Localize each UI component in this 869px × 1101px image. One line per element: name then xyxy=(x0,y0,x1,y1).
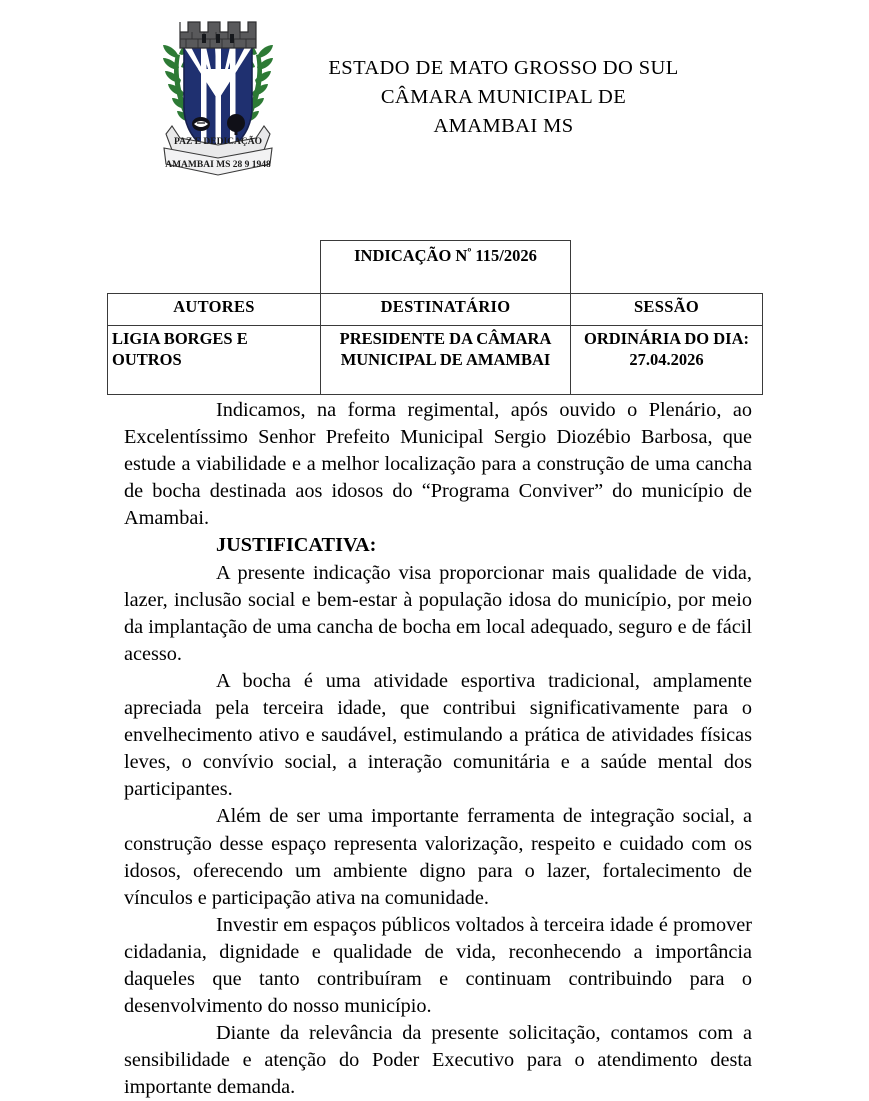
city-date-text: AMAMBAI MS 28 9 1948 xyxy=(165,160,271,170)
header-line-chamber: CÂMARA MUNICIPAL DE xyxy=(380,86,627,109)
paragraph-bocha-atividade: A bocha é uma atividade esportiva tradicional, amplamente apreciada pela terceira idade, que contribui significativamente para o envelhecimento ativo e saudável, estimulando a prática de atividades físicas leves, o convívio social, a interação comunitária e a saúde mental dos participantes. xyxy=(124,669,752,801)
paragraph-investir-espacos: Investir em espaços públicos voltados à terceira idade é promover cidadania, dignidade e qualidade de vida, reconhecendo a importância daqueles que tanto contribuíram e continuam contribuindo para o desenvolvimento do nosso município. xyxy=(124,913,752,1018)
header-title-block xyxy=(278,14,869,141)
coat-of-arms-container xyxy=(158,14,278,186)
cell-autores-value: LIGIA BORGES E OUTROS xyxy=(108,326,321,395)
paragraph-indicamos: Indicamos, na forma regimental, após ouvido o Plenário, ao Excelentíssimo Senhor Prefeito Municipal Sergio Diozébio Barbosa, que estude a viabilidade e a melhor localização para a construção de uma cancha de bocha destinada aos idosos do “Programa Conviver” do município de Amambai. xyxy=(124,399,752,530)
cell-sessao-value: ORDINÁRIA DO DIA: 27.04.2026 xyxy=(571,326,763,395)
indication-number-value: 115/2026 xyxy=(471,246,537,265)
document-header xyxy=(0,0,869,185)
indication-number-cell xyxy=(321,241,571,294)
coat-of-arms-icon xyxy=(158,14,278,186)
table-cell-empty-right xyxy=(571,241,763,294)
document-body xyxy=(124,395,752,1101)
paragraph-diante-relevancia: Diante da relevância da presente solicitação, contamos com a sensibilidade e atenção do Poder Executivo para o atendimento desta importante demanda. xyxy=(124,1022,752,1099)
mural-crown-icon xyxy=(180,22,256,48)
column-header-destinatario: DESTINATÁRIO xyxy=(321,294,571,326)
table-row-values xyxy=(108,326,763,395)
ordinal-indicator: º xyxy=(467,245,472,260)
header-line-state: ESTADO DE MATO GROSSO DO SUL xyxy=(328,57,679,79)
paragraph-integracao-social: Além de ser uma importante ferramenta de integração social, a construção desse espaço representa valorização, respeito e cuidado com os idosos, oferecendo um ambiente digno para o lazer, fortalecimento de vínculos e participação ativa na comunidade. xyxy=(124,805,752,909)
table-row-title xyxy=(108,241,763,294)
cell-destinatario-value: PRESIDENTE DA CÂMARA MUNICIPAL DE AMAMBAI xyxy=(321,326,571,395)
column-header-sessao: SESSÃO xyxy=(571,294,763,326)
column-header-autores: AUTORES xyxy=(108,294,321,326)
table-row-headers xyxy=(108,294,763,326)
indication-number-prefix: INDICAÇÃO N xyxy=(354,246,468,265)
motto-text: PAZ E DEDICAÇÃO xyxy=(174,137,262,147)
table-cell-empty-left xyxy=(108,241,321,294)
paragraph-presente-indicacao: A presente indicação visa proporcionar mais qualidade de vida, lazer, inclusão social e bem-estar à população idosa do município, por meio da implantação de uma cancha de bocha em local adequado, seguro e de fácil acesso. xyxy=(124,561,752,665)
justificativa-heading: JUSTIFICATIVA: xyxy=(216,534,377,557)
header-line-city: AMAMBAI MS xyxy=(433,115,574,138)
indication-info-table xyxy=(107,240,763,395)
